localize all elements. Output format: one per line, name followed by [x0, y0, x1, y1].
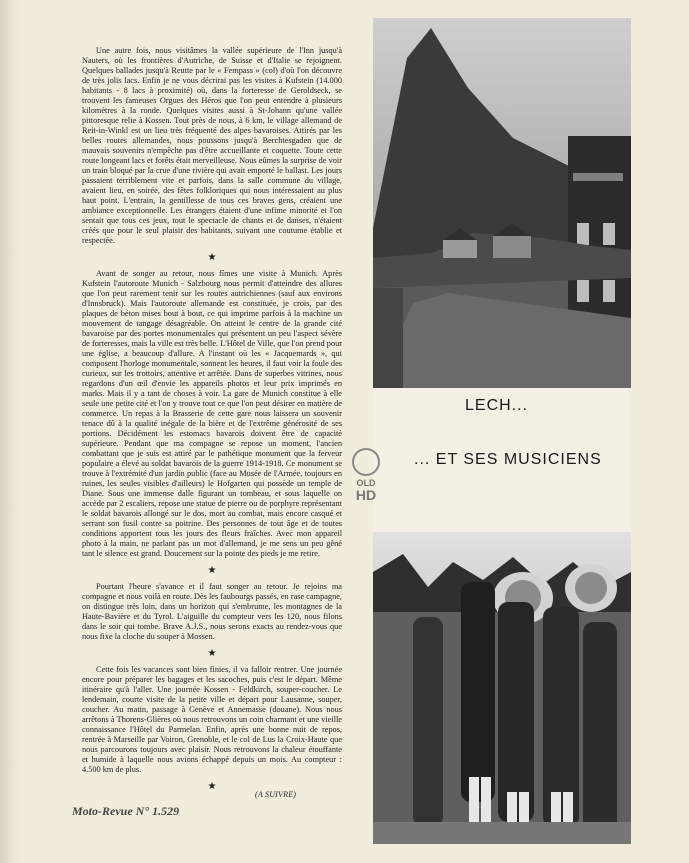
to-be-continued: (A SUIVRE) — [255, 790, 297, 799]
caption-musicians: ... ET SES MUSICIENS — [414, 451, 602, 468]
musicians-photo — [373, 532, 631, 844]
section-star-3: ★ — [207, 648, 217, 659]
mountain-village-image — [373, 18, 631, 388]
photo-column — [373, 18, 631, 844]
article-paragraph-1: Une autre fois, nous visitâmes la vallée supérieure de l'Inn jusqu'à Nauters, où les frontières d'Autriche, de Suisse et d'Italie se rejoignent. Quelques ballades jusqu'à Reutte par le « Fempass » (col) d'où l'on découvre de très jolis lacs. Enfin je ne vous décrirai pas les visites à Kufstein (14.000 habitants - 8 lacs à proximité) où, dans la forteresse de Geroldseck, se trouvent les fameuses Orgues des Héros que l'on peut entendre à plusieurs kilomètres à la ronde. Quelques visites aussi à St-Johann qu'une vallée pittoresque relie à Kossen. Tout près de nous, à 6 km, le village allemand de Reit-in-Winkl est un lieu très fréquenté des alpes bavaroises. Attirés par les belles routes allemandes, nous poussons jusqu'à Berchtesgaden que de mauvais souvenirs n'empêche pas d'être accueillante et coquette. Toute cette route longeant lacs et forêts était merveilleuse. Nous eûmes la surprise de voir un train bloqué par la crue d'une rivière qui avait emporté le ballast. Les jours passaient terriblement vite et parfois, dans la salle commune du village, avaient lieu, en soirée, des fêtes folkloriques qui nous intéressaient au plus haut point. L'entrain, la gentillesse de tous ces braves gens, créaient une ambiance exceptionnelle. Les étrangers étaient d'une infime minorité et l'on sentait que tous ces jeux, tout le spectacle de chants et de danses, n'étaient créés que pour le seul plaisir des habitants, suivant une coutume établie et respectée. — [82, 46, 342, 245]
article-text-column — [82, 46, 342, 798]
section-star-1: ★ — [207, 252, 217, 263]
mountain-village-photo — [373, 18, 631, 388]
article-paragraph-2: Avant de songer au retour, nous fîmes une visite à Munich. Après Kufstein l'autoroute Munich - Salzbourg nous permit d'atteindre des allures que l'on peut rarement tenir sur les routes autrichiennes (sauf aux environs d'Innsbruck). Mais l'autoroute allemande est constituée, je crois, par des plaques de béton mises bout à bout, ce qui imprime parfois à la machine un mouvement de tangage désagréable. On atteint le centre de la grande cité bavaroise par des portes monumentales qui présentent un peu l'aspect sévère de forteresses, mais la ville est très belle. L'Hôtel de Ville, que l'on prend pour une église, a beaucoup d'allure. A l'instant où les « Jacquemards », qui composent l'horloge monumentale, sonnent les heures, il faut voir la foule des curieux, sur les trottoirs, attentive et arrêtée. Dans de superbes vitrines, nous regardons d'un œil d'envie les appareils photos et leur prix imprimés en marks. Mais il y a tant de choses à voir. La gare de Munich constitue à elle seule une petite cité et l'on y trouve tout ce que l'on peut désirer en matière de commerce. Un repas à la Brasserie de cette gare nous laissera un souvenir tenace dû à la qualité inégale de la bière et de l'extrême générosité de ses portions. Décidément les estomacs bavarois doivent être de capacité supérieure. Pendant que ma compagne se repose un moment, l'ancien combattant que je suis est attiré par le pathétique monument que la ferveur populaire a élevé au soldat bavarois de la guerre 1914-1918. Ce monument se trouve à l'extrémité d'un jardin public (face au Musée de l'Armée, toujours en ruines, les seules visibles d'ailleurs) le Hofgarten qui possède un temple de Diane. Sous une immense dalle figurant un tombeau, et sous laquelle on accède par 2 escaliers, repose une statue de pierre ou de porphyre représentant le soldat bavarois allongé sur le dos, mort au combat, mais encore casqué et serrant son fusil contre sa poitrine. Des personnes de tout âge et de toutes conditions apportent tous les jours des fleurs fraîches. Avec mon appareil photo à la main, ne parlant pas un mot d'allemand, je me sens un peu gêné tant le silence est grand. Doucement sur la pointe des pieds je me retire. — [82, 269, 342, 558]
section-star-2: ★ — [207, 565, 217, 576]
magazine-footer: Moto-Revue N° 1.529 — [72, 804, 180, 818]
watermark-ring-icon — [352, 448, 380, 476]
brass-band-image — [373, 532, 631, 844]
article-paragraph-4: Cette fois les vacances sont bien finies, il va falloir rentrer. Une journée encore pour préparer les bagages et les sacoches, puis c'est le départ. Même itinéraire qu'à l'aller. Une journée Kossen - Feldkirch, souper-coucher. Le lendemain, courte visite de la petite ville et départ pour Lausanne, souper, coucher. Au matin, passage à Genève et Annemasse (douane). Nous nous arrêtons à Thorens-Glières où nous retrouvons un coin charmant et une vieille connaissance l'Hôtel du Parmelan. Enfin, après une bonne nuit de repos, rentrée à Marseille par Voiron, Grenoble, et le col de Lus la Croix-Haute que nous parcourons toujours avec plaisir. Nous retrouvons la chaleur étouffante et humide à laquelle nous avions échappé depuis un mois. Au compteur : 4.500 km de plus. — [82, 665, 342, 774]
watermark-logo — [350, 448, 382, 504]
watermark-old: OLD — [356, 478, 376, 488]
article-paragraph-3: Pourtant l'heure s'avance et il faut songer au retour. Je rejoins ma compagne et nous voilà en route. Dès les faubourgs passés, en rase campagne, on distingue très loin, dans un horizon qui s'embrume, les montagnes de la Haute-Bavière et du Tyrol. L'aiguille du compteur vers les 120, nous filons dans le soir qui tombe. Brave A.J.S., nous serons exacts au rendez-vous que nous fixe la cloche du souper à Mossen. — [82, 582, 342, 641]
watermark-hd: HD — [355, 487, 377, 503]
caption-lech: LECH... — [465, 397, 529, 414]
section-star-4: ★ — [207, 781, 217, 792]
